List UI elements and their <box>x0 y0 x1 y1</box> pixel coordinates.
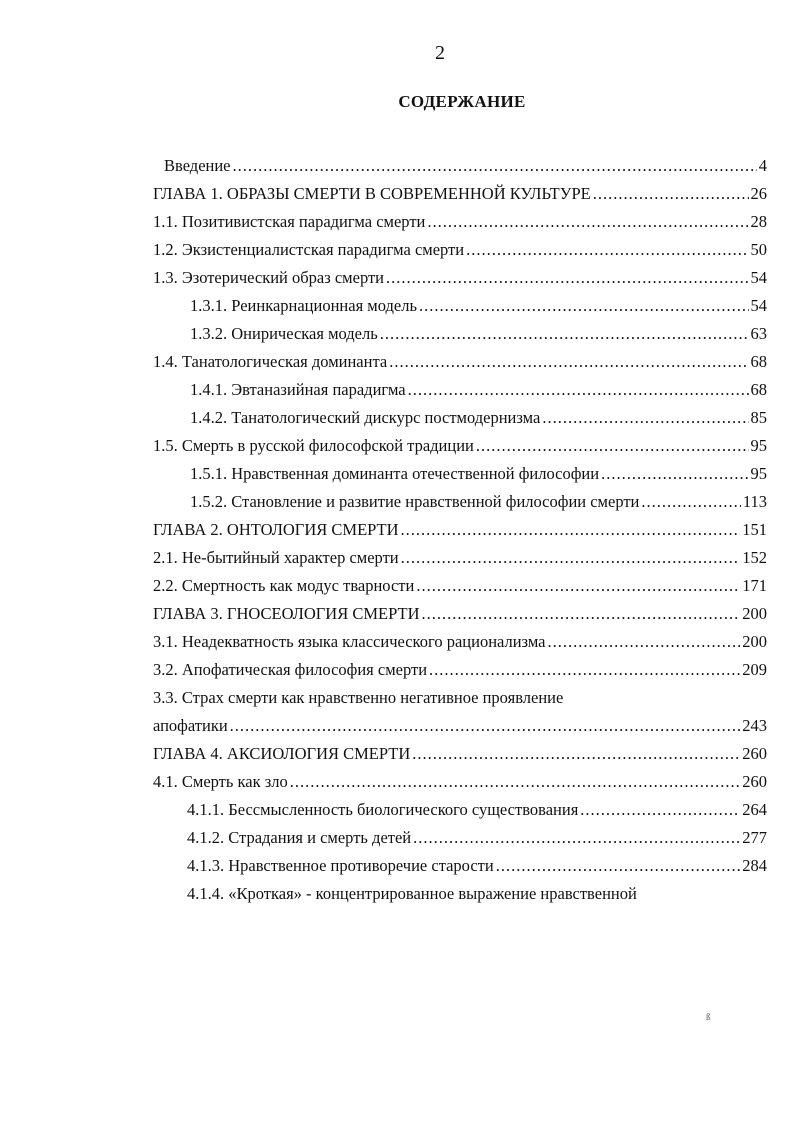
toc-entry-label: 1.4.1. Эвтаназийная парадигма <box>190 380 406 399</box>
toc-entry-label: 1.4. Танатологическая доминанта <box>153 352 388 371</box>
toc-entry-label: 2.2. Смертность как модус тварности <box>153 576 415 595</box>
toc-entry-page: 243 <box>742 716 767 735</box>
page-number: 2 <box>435 42 445 64</box>
toc-entry-page: 63 <box>750 324 767 343</box>
scan-mark: ß <box>706 1012 711 1022</box>
toc-entry-page: 200 <box>742 604 767 623</box>
dot-leader <box>580 796 740 824</box>
dot-leader <box>419 292 749 320</box>
toc-entry-section-1-4 <box>0 348 767 376</box>
toc-entry-chapter-4 <box>0 740 767 768</box>
toc-entry-page: 50 <box>750 240 767 259</box>
toc-entry-label: 1.5.2. Становление и развитие нравственной философии смерти <box>190 492 640 511</box>
toc-entry-page: 85 <box>750 408 767 427</box>
toc-entry-subsection-1-3-1 <box>0 292 767 320</box>
toc-entry-page: 171 <box>742 576 767 595</box>
dot-leader <box>496 852 741 880</box>
toc-title: СОДЕРЖАНИЕ <box>398 92 526 111</box>
toc-entry-label: 3.3. Страх смерти как нравственно негативное проявление <box>153 688 564 707</box>
toc-entry-page: 54 <box>750 268 767 287</box>
toc-entry-label: 2.1. Не-бытийный характер смерти <box>153 548 399 567</box>
toc-entry-subsection-4-1-1 <box>0 796 767 824</box>
toc-entry-label: 1.5. Смерть в русской философской традиции <box>153 436 474 455</box>
toc-entry-page: 68 <box>750 380 767 399</box>
toc-entry-label: 1.3. Эзотерический образ смерти <box>153 268 385 287</box>
toc-entry-chapter-2 <box>0 516 767 544</box>
toc-entry-page: 209 <box>742 660 767 679</box>
toc-entry-subsection-4-1-4 <box>0 880 792 908</box>
toc-entry-label-continuation: апофатики <box>153 716 228 735</box>
dot-leader <box>389 348 748 376</box>
toc-entry-label: 3.2. Апофатическая философия смерти <box>153 660 428 679</box>
toc-entry-subsection-1-3-2 <box>0 320 767 348</box>
dot-leader <box>601 460 748 488</box>
toc-entry-subsection-1-4-2 <box>0 404 767 432</box>
toc-entry-label: 1.2. Экзистенциалистская парадигма смерти <box>153 240 465 259</box>
dot-leader <box>416 572 740 600</box>
toc-entry-page: 28 <box>750 212 767 231</box>
toc-entry-page: 68 <box>750 352 767 371</box>
toc-entry-section-3-3-continuation <box>0 712 767 740</box>
dot-leader <box>548 628 741 656</box>
toc-entry-label: ГЛАВА 3. ГНОСЕОЛОГИЯ СМЕРТИ <box>153 604 420 623</box>
dot-leader <box>401 516 741 544</box>
toc-entry-label: 1.3.1. Реинкарнационная модель <box>190 296 417 315</box>
toc-entry-label: ГЛАВА 2. ОНТОЛОГИЯ СМЕРТИ <box>153 520 399 539</box>
toc-entry-label: 1.1. Позитивистская парадигма смерти <box>153 212 426 231</box>
toc-entry-section-2-1 <box>0 544 767 572</box>
dot-leader <box>427 208 748 236</box>
toc-entry-section-3-1 <box>0 628 767 656</box>
toc-entry-subsection-1-5-1 <box>0 460 767 488</box>
toc-entry-page: 260 <box>742 772 767 791</box>
toc-entry-label: 1.5.1. Нравственная доминанта отечественной философии <box>190 464 600 483</box>
toc-entry-chapter-3 <box>0 600 767 628</box>
toc-entry-label: Введение <box>164 156 231 175</box>
toc-entry-page: 200 <box>742 632 767 651</box>
toc-entry-section-1-3 <box>0 264 767 292</box>
dot-leader <box>466 236 748 264</box>
toc-entry-page: 152 <box>742 548 767 567</box>
toc-entry-section-3-2 <box>0 656 767 684</box>
toc-entry-section-2-2 <box>0 572 767 600</box>
toc-entry-page: 151 <box>742 520 767 539</box>
dot-leader <box>401 544 741 572</box>
toc-entry-label: 4.1.2. Страдания и смерть детей <box>187 828 412 847</box>
dot-leader <box>380 320 749 348</box>
toc-entry-label: 4.1. Смерть как зло <box>153 772 288 791</box>
toc-entry-label: ГЛАВА 1. ОБРАЗЫ СМЕРТИ В СОВРЕМЕННОЙ КУЛЬТУРЕ <box>153 184 591 203</box>
dot-leader <box>230 712 741 740</box>
toc-entry-chapter-1 <box>0 180 767 208</box>
toc-entry-section-4-1 <box>0 768 767 796</box>
toc-entry-subsection-1-4-1 <box>0 376 767 404</box>
dot-leader <box>413 824 740 852</box>
toc-entry-page: 95 <box>750 464 767 483</box>
toc-entry-label: 4.1.4. «Кроткая» - концентрированное выражение нравственной <box>187 884 637 903</box>
toc-entry-subsection-4-1-3 <box>0 852 767 880</box>
toc-entry-page: 260 <box>742 744 767 763</box>
dot-leader <box>233 152 757 180</box>
dot-leader <box>421 600 740 628</box>
dot-leader <box>408 376 749 404</box>
toc-entry-label: 4.1.1. Бессмысленность биологического существования <box>187 800 579 819</box>
toc-entry-page: 264 <box>742 800 767 819</box>
toc-entry-section-1-5 <box>0 432 767 460</box>
toc-entry-section-1-1 <box>0 208 767 236</box>
toc-entry-subsection-1-5-2 <box>0 488 767 516</box>
dot-leader <box>429 656 740 684</box>
dot-leader <box>386 264 748 292</box>
table-of-contents <box>0 152 792 908</box>
dot-leader <box>593 180 749 208</box>
toc-entry-section-3-3 <box>0 684 792 712</box>
toc-entry-page: 4 <box>758 156 767 175</box>
toc-entry-subsection-4-1-2 <box>0 824 767 852</box>
toc-entry-introduction <box>0 152 767 180</box>
toc-entry-label: 1.3.2. Онирическая модель <box>190 324 378 343</box>
toc-entry-label: ГЛАВА 4. АКСИОЛОГИЯ СМЕРТИ <box>153 744 411 763</box>
toc-entry-section-1-2 <box>0 236 767 264</box>
dot-leader <box>476 432 749 460</box>
dot-leader <box>641 488 740 516</box>
toc-entry-page: 95 <box>750 436 767 455</box>
dot-leader <box>412 740 740 768</box>
dot-leader <box>542 404 748 432</box>
toc-entry-label: 4.1.3. Нравственное противоречие старости <box>187 856 494 875</box>
toc-entry-page: 277 <box>742 828 767 847</box>
toc-entry-page: 113 <box>742 492 767 511</box>
toc-entry-label: 1.4.2. Танатологический дискурс постмодернизма <box>190 408 541 427</box>
toc-entry-page: 26 <box>750 184 767 203</box>
dot-leader <box>290 768 740 796</box>
toc-entry-page: 54 <box>750 296 767 315</box>
toc-entry-page: 284 <box>742 856 767 875</box>
toc-entry-label: 3.1. Неадекватность языка классического рационализма <box>153 632 546 651</box>
